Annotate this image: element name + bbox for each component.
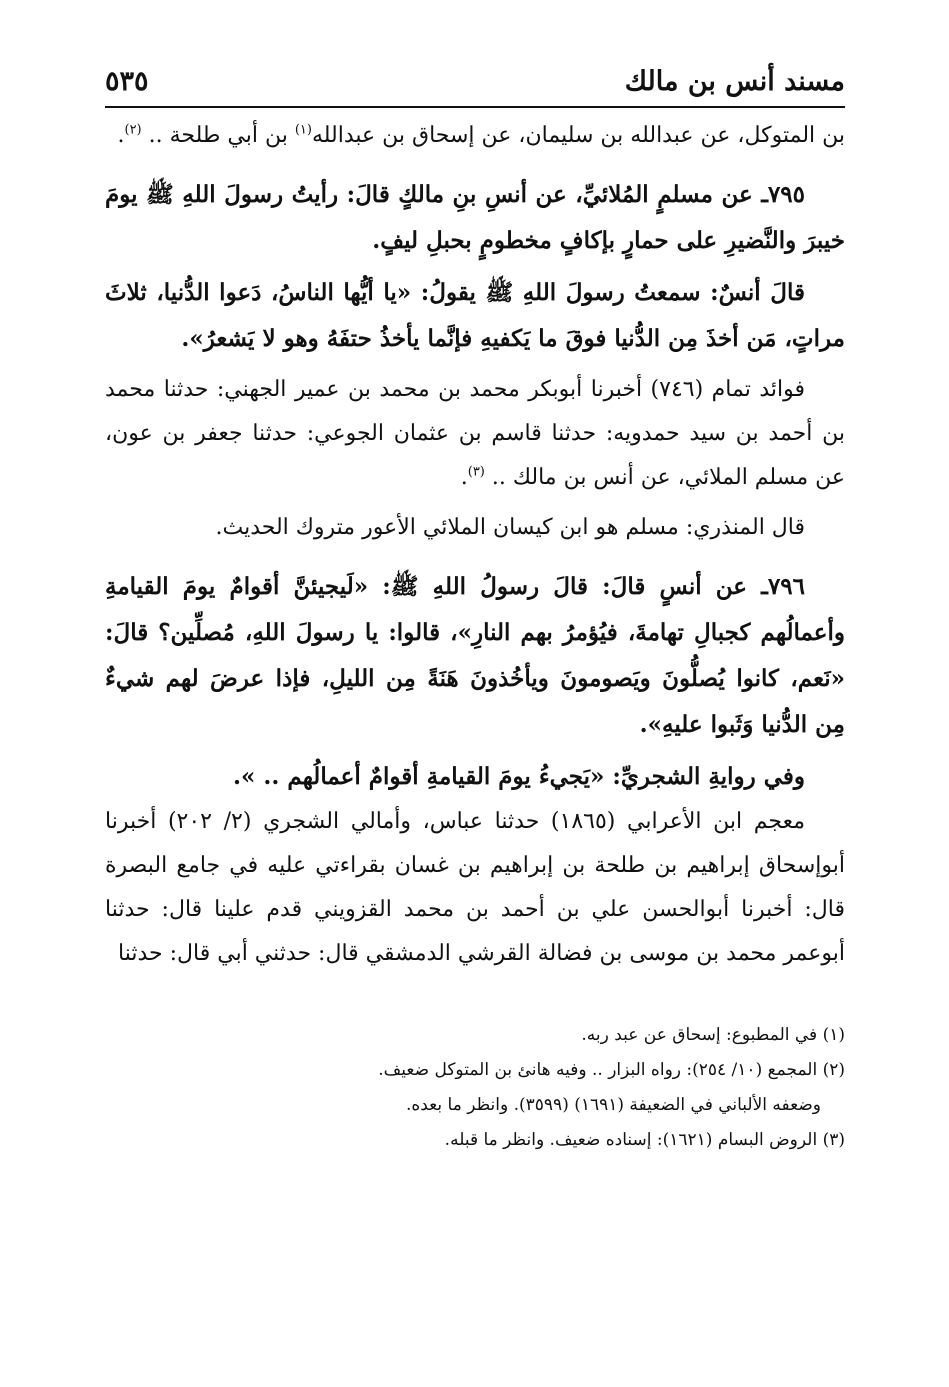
- source-fawaid-end: .: [460, 465, 468, 490]
- source-fawaid-tammam: [105, 368, 845, 500]
- footnote-1: (١) في المطبوع: إسحاق عن عبد ربه.: [581, 1025, 845, 1045]
- footnote-3: (٣) الروض البسام (١٦٢١): إسناده ضعيف. وانظر ما قبله.: [444, 1130, 845, 1150]
- running-header: [105, 62, 845, 108]
- continuation-text-2: بن أبي طلحة ..: [141, 123, 295, 148]
- source-mujam: معجم ابن الأعرابي (١٨٦٥) حدثنا عباس، وأمالي الشجري (٢/ ٢٠٢) أخبرنا أبوإسحاق إبراهيم بن طلحة بن إبراهيم بن غسان بقراءتي عليه في جامع البصرة قال: أخبرنا أبوالحسن علي بن أحمد بن محمد القزويني قدم علينا قال: حدثنا أبوعمر محمد بن موسى بن فضالة القرشي الدمشقي قال: حدثني أبي قال: حدثنا: [105, 809, 845, 966]
- continuation-paragraph: [105, 114, 845, 158]
- continuation-text: بن المتوكل، عن عبدالله بن سليمان، عن إسحاق بن عبدالله: [311, 123, 845, 148]
- hadith-796: ٧٩٦ـ عن أنسٍ قالَ: قالَ رسولُ اللهِ ﷺ: «لَيجيئنَّ أقوامٌ يومَ القيامةِ وأعمالُهم كجبالِ تهامةَ، فيُؤمرُ بهم النارِ»، قالوا: يا رسولَ اللهِ، مُصلِّين؟ قالَ: «نَعم، كانوا يُصلُّونَ ويَصومونَ ويأخُذونَ هَنَةً مِن الليلِ، فإذا عرضَ لهم شيءٌ مِن الدُّنيا وَثَبوا عليهِ».: [105, 573, 845, 738]
- footnotes: [105, 1018, 845, 1158]
- header-title: مسند أنس بن مالك: [624, 66, 845, 97]
- page-number: ٥٣٥: [105, 66, 149, 97]
- mundhiri-comment: قال المنذري: مسلم هو ابن كيسان الملائي الأعور متروك الحديث.: [215, 515, 805, 540]
- footnote-ref-1: (١): [294, 122, 312, 138]
- hadith-796-shajari-version: وفي روايةِ الشجريِّ: «يَجيءُ يومَ القيامةِ أقوامٌ أعمالُهم .. ».: [232, 763, 805, 790]
- footnote-2-continued: وضعفه الألباني في الضعيفة (١٦٩١) (٣٥٩٩). وانظر ما بعده.: [405, 1095, 821, 1115]
- book-page: [105, 62, 845, 1158]
- footnote-ref-3: (٣): [467, 464, 485, 480]
- hadith-795-continued: قالَ أنسٌ: سمعتُ رسولَ اللهِ ﷺ يقولُ: «يا أيُّها الناسُ، دَعوا الدُّنيا، ثلاثَ مراتٍ، مَن أخذَ مِن الدُّنيا فوقَ ما يَكفيهِ فإنَّما يأخذُ حتفَهُ وهو لا يَشعرُ».: [105, 279, 845, 352]
- source-fawaid-text: فوائد تمام (٧٤٦) أخبرنا أبوبكر محمد بن محمد بن عمير الجهني: حدثنا محمد بن أحمد بن سيد حمدويه: حدثنا قاسم بن عثمان الجوعي: حدثنا جعفر بن عون، عن مسلم الملائي، عن أنس بن مالك ..: [105, 377, 845, 490]
- footnote-2: (٢) المجمع (١٠/ ٢٥٤): رواه البزار .. وفيه هانئ بن المتوكل ضعيف.: [378, 1060, 845, 1080]
- hadith-795: ٧٩٥ـ عن مسلمٍ المُلائيِّ، عن أنسِ بنِ مالكٍ قالَ: رأيتُ رسولَ اللهِ ﷺ يومَ خيبرَ والنَّضيرِ على حمارٍ بإكافٍ مخطومٍ بحبلِ ليفٍ.: [105, 181, 845, 254]
- continuation-end: .: [117, 123, 125, 148]
- footnote-ref-2: (٢): [124, 122, 142, 138]
